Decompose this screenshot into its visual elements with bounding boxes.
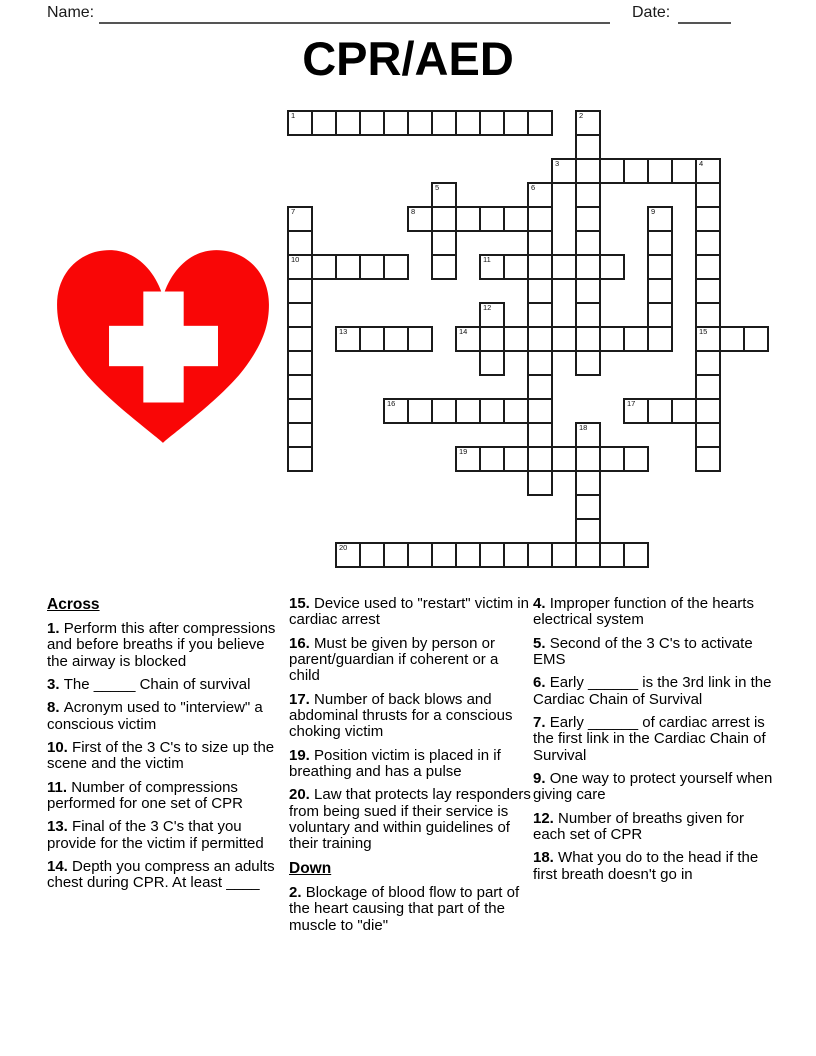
grid-cell xyxy=(383,110,409,136)
grid-cell-number: 14 xyxy=(459,327,468,336)
clue-number: 19. xyxy=(289,746,315,764)
date-label: Date: xyxy=(632,4,671,21)
grid-cell xyxy=(527,542,553,568)
grid-cell xyxy=(527,278,553,304)
grid-cell xyxy=(527,326,553,352)
clue-item xyxy=(533,596,775,629)
grid-cell xyxy=(287,326,313,352)
grid-cell xyxy=(575,446,601,472)
grid-cell xyxy=(575,134,601,160)
grid-cell xyxy=(503,110,529,136)
grid-cell xyxy=(575,542,601,568)
down-clues-heading: Down xyxy=(289,859,332,877)
grid-cell xyxy=(503,446,529,472)
grid-cell xyxy=(671,398,697,424)
grid-cell xyxy=(647,398,673,424)
grid-cell xyxy=(695,230,721,256)
clues-column-down xyxy=(533,596,775,890)
grid-cell xyxy=(575,230,601,256)
grid-cell xyxy=(287,446,313,472)
grid-cell xyxy=(383,254,409,280)
grid-cell xyxy=(503,206,529,232)
grid-cell xyxy=(455,398,481,424)
grid-cell xyxy=(479,350,505,376)
grid-cell xyxy=(335,110,361,136)
grid-cell xyxy=(455,206,481,232)
clue-item xyxy=(533,715,775,764)
grid-cell-number: 2 xyxy=(579,111,584,120)
grid-cell xyxy=(527,374,553,400)
clue-item xyxy=(47,859,283,892)
grid-cell xyxy=(479,206,505,232)
grid-cell xyxy=(527,470,553,496)
grid-cell xyxy=(623,446,649,472)
grid-cell xyxy=(647,206,673,232)
grid-cell xyxy=(647,278,673,304)
grid-cell xyxy=(551,542,577,568)
grid-cell xyxy=(527,110,553,136)
grid-cell xyxy=(575,518,601,544)
clue-item xyxy=(533,811,775,844)
grid-cell xyxy=(527,302,553,328)
grid-cell-number: 6 xyxy=(531,183,536,192)
clue-item xyxy=(47,700,283,733)
grid-cell xyxy=(743,326,769,352)
grid-cell-number: 19 xyxy=(459,447,468,456)
grid-cell xyxy=(575,158,601,184)
grid-cell xyxy=(527,398,553,424)
across-clues-heading: Across xyxy=(47,596,100,613)
grid-cell xyxy=(551,326,577,352)
grid-cell xyxy=(407,326,433,352)
grid-cell xyxy=(359,326,385,352)
clue-text: Second of the 3 C's to activate EMS xyxy=(533,634,753,669)
clue-number: 15. xyxy=(289,595,315,612)
clues-column-middle xyxy=(289,596,533,941)
grid-cell xyxy=(287,422,313,448)
grid-cell-number: 16 xyxy=(387,399,396,408)
grid-cell xyxy=(359,254,385,280)
grid-cell xyxy=(599,254,625,280)
grid-cell xyxy=(407,206,433,232)
grid-cell xyxy=(503,398,529,424)
grid-cell xyxy=(431,182,457,208)
clue-number: 10. xyxy=(47,739,73,757)
grid-cell xyxy=(383,542,409,568)
clue-text: Must be given by person or parent/guardian if coherent or a child xyxy=(289,634,499,685)
clue-number: 8. xyxy=(47,699,64,717)
clue-number: 20. xyxy=(289,786,315,804)
grid-cell xyxy=(599,158,625,184)
clues-column-across xyxy=(47,596,283,899)
grid-cell-number: 7 xyxy=(291,207,296,216)
grid-cell xyxy=(383,398,409,424)
grid-cell xyxy=(407,110,433,136)
grid-cell-number: 1 xyxy=(291,111,296,120)
grid-cell xyxy=(623,326,649,352)
grid-cell xyxy=(527,206,553,232)
clue-item xyxy=(47,780,283,813)
grid-cell xyxy=(647,302,673,328)
clue-number: 16. xyxy=(289,634,315,652)
grid-cell xyxy=(287,374,313,400)
grid-cell xyxy=(503,542,529,568)
grid-cell xyxy=(431,110,457,136)
grid-cell xyxy=(527,446,553,472)
clue-text: Improper function of the hearts electrical system xyxy=(533,595,754,629)
grid-cell xyxy=(575,278,601,304)
grid-cell xyxy=(575,182,601,208)
name-blank-line xyxy=(99,1,610,24)
grid-cell xyxy=(359,110,385,136)
clue-text: Depth you compress an adults chest during CPR. At least ____ xyxy=(47,858,275,892)
grid-cell xyxy=(551,446,577,472)
grid-cell xyxy=(695,422,721,448)
clue-text: Blockage of blood flow to part of the heart causing that part of the muscle to "die" xyxy=(289,883,520,934)
clue-number: 9. xyxy=(533,770,550,788)
grid-cell xyxy=(695,350,721,376)
grid-cell xyxy=(623,158,649,184)
clue-text: Number of back blows and abdominal thrusts for a conscious choking victim xyxy=(289,690,513,741)
clue-number: 17. xyxy=(289,690,315,708)
grid-cell xyxy=(647,254,673,280)
clue-item xyxy=(533,636,775,669)
clue-text: Number of compressions performed for one set of CPR xyxy=(47,778,243,813)
clue-text: What you do to the head if the first breath doesn't go in xyxy=(533,849,759,883)
grid-cell xyxy=(287,230,313,256)
grid-cell xyxy=(455,542,481,568)
clue-item xyxy=(47,677,283,693)
clue-item xyxy=(289,885,533,934)
grid-cell-number: 17 xyxy=(627,399,636,408)
grid-cell xyxy=(695,374,721,400)
clue-number: 12. xyxy=(533,809,559,827)
clue-item xyxy=(533,850,775,883)
clue-text: Early ______ is the 3rd link in the Cardiac Chain of Survival xyxy=(533,674,772,708)
clue-number: 3. xyxy=(47,676,64,694)
clue-number: 1. xyxy=(47,620,64,637)
clue-number: 18. xyxy=(533,849,559,867)
grid-cell xyxy=(431,398,457,424)
grid-cell-number: 9 xyxy=(651,207,656,216)
clue-number: 13. xyxy=(47,818,73,836)
grid-cell xyxy=(647,326,673,352)
grid-cell xyxy=(479,326,505,352)
grid-cell xyxy=(695,302,721,328)
grid-cell xyxy=(479,110,505,136)
grid-cell xyxy=(479,446,505,472)
grid-cell xyxy=(335,326,361,352)
grid-cell xyxy=(575,494,601,520)
grid-cell-number: 15 xyxy=(699,327,708,336)
grid-cell xyxy=(287,302,313,328)
grid-cell-number: 13 xyxy=(339,327,348,336)
grid-cell xyxy=(695,326,721,352)
grid-cell xyxy=(527,254,553,280)
grid-cell xyxy=(695,206,721,232)
clue-item xyxy=(289,787,533,852)
grid-cell xyxy=(599,542,625,568)
grid-cell xyxy=(479,254,505,280)
clue-text: First of the 3 C's to size up the scene and the victim xyxy=(47,739,275,773)
grid-cell xyxy=(503,254,529,280)
grid-cell xyxy=(431,254,457,280)
grid-cell xyxy=(431,542,457,568)
grid-cell xyxy=(287,254,313,280)
grid-cell xyxy=(575,254,601,280)
clue-item xyxy=(47,621,283,670)
grid-cell xyxy=(383,326,409,352)
clue-number: 6. xyxy=(533,674,550,692)
grid-cell xyxy=(575,110,601,136)
name-label: Name: xyxy=(47,4,95,21)
grid-cell xyxy=(455,326,481,352)
clue-item xyxy=(289,692,533,741)
grid-cell-number: 5 xyxy=(435,183,440,192)
clue-item xyxy=(533,675,775,708)
grid-cell xyxy=(455,446,481,472)
grid-cell-number: 12 xyxy=(483,303,492,312)
grid-cell xyxy=(527,350,553,376)
grid-cell xyxy=(311,110,337,136)
grid-cell xyxy=(695,446,721,472)
grid-cell-number: 10 xyxy=(291,255,300,264)
grid-cell-number: 18 xyxy=(579,423,588,432)
grid-cell xyxy=(527,230,553,256)
grid-cell xyxy=(503,326,529,352)
clue-number: 7. xyxy=(533,714,550,732)
grid-cell xyxy=(527,422,553,448)
grid-cell xyxy=(287,398,313,424)
grid-cell xyxy=(479,398,505,424)
grid-cell xyxy=(335,542,361,568)
grid-cell xyxy=(575,470,601,496)
page-title: CPR/AED xyxy=(302,32,514,85)
grid-cell xyxy=(431,230,457,256)
clue-text: The _____ Chain of survival xyxy=(63,676,251,694)
clue-item xyxy=(47,740,283,773)
grid-cell xyxy=(287,350,313,376)
grid-cell xyxy=(671,158,697,184)
clue-text: Perform this after compressions and before breaths if you believe the airway is blocked xyxy=(47,620,276,670)
grid-cell xyxy=(575,350,601,376)
grid-cell xyxy=(407,398,433,424)
grid-cell xyxy=(527,182,553,208)
clue-item xyxy=(47,819,283,852)
grid-cell xyxy=(695,254,721,280)
clue-text: Position victim is placed in if breathing and has a pulse xyxy=(289,746,501,781)
clue-item xyxy=(533,771,775,804)
grid-cell xyxy=(287,278,313,304)
grid-cell xyxy=(359,542,385,568)
clue-number: 14. xyxy=(47,858,73,876)
grid-cell xyxy=(455,110,481,136)
date-blank-line xyxy=(678,1,731,24)
grid-cell-number: 20 xyxy=(339,543,348,552)
grid-cell xyxy=(599,326,625,352)
grid-cell xyxy=(695,182,721,208)
grid-cell xyxy=(407,542,433,568)
clue-number: 2. xyxy=(289,883,306,901)
grid-cell-number: 8 xyxy=(411,207,416,216)
grid-cell xyxy=(551,158,577,184)
clue-text: Acronym used to "interview" a conscious victim xyxy=(47,699,263,733)
grid-cell xyxy=(479,542,505,568)
grid-cell xyxy=(431,206,457,232)
grid-cell xyxy=(287,110,313,136)
grid-cell xyxy=(575,422,601,448)
grid-cell xyxy=(623,542,649,568)
heart-cross-icon xyxy=(51,244,275,448)
grid-cell-number: 3 xyxy=(555,159,560,168)
grid-cell xyxy=(551,254,577,280)
clue-text: Early ______ of cardiac arrest is the first link in the Cardiac Chain of Survival xyxy=(533,714,766,764)
grid-cell xyxy=(311,254,337,280)
clue-text: Final of the 3 C's that you provide for the victim if permitted xyxy=(47,818,264,852)
grid-cell xyxy=(695,158,721,184)
clue-item xyxy=(289,636,533,685)
grid-cell-number: 4 xyxy=(699,159,704,168)
grid-cell xyxy=(695,398,721,424)
grid-cell xyxy=(719,326,745,352)
grid-cell xyxy=(647,230,673,256)
grid-cell xyxy=(479,302,505,328)
clue-text: Device used to "restart" victim in cardiac arrest xyxy=(289,595,529,629)
grid-cell xyxy=(335,254,361,280)
grid-cell xyxy=(623,398,649,424)
grid-cell xyxy=(647,158,673,184)
grid-cell xyxy=(287,206,313,232)
clue-text: One way to protect yourself when giving care xyxy=(533,770,773,804)
grid-cell xyxy=(575,326,601,352)
clue-number: 4. xyxy=(533,595,550,612)
clue-item xyxy=(289,748,533,781)
grid-cell xyxy=(575,206,601,232)
grid-cell-number: 11 xyxy=(483,255,491,264)
grid-cell xyxy=(695,278,721,304)
clue-number: 11. xyxy=(47,778,72,796)
clue-number: 5. xyxy=(533,634,550,652)
grid-cell xyxy=(575,302,601,328)
grid-cell xyxy=(599,446,625,472)
clue-text: Law that protects lay responders from being sued if their service is voluntary and within guidelines of their training xyxy=(289,786,531,853)
clue-item xyxy=(289,596,533,629)
clue-text: Number of breaths given for each set of CPR xyxy=(533,809,744,844)
